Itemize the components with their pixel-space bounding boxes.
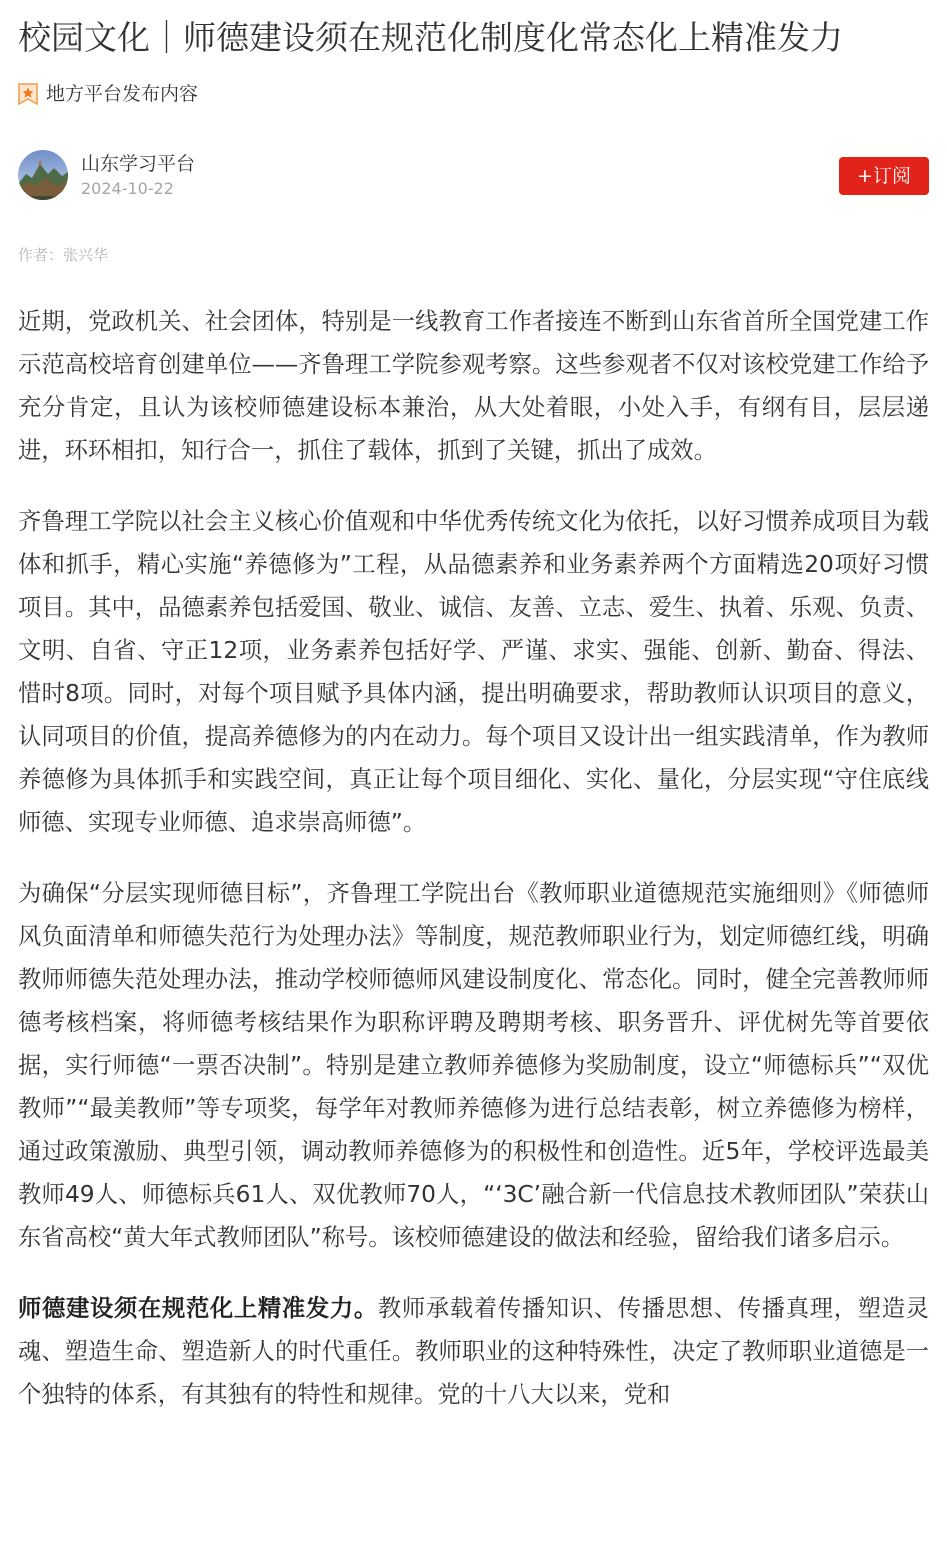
article-body xyxy=(18,300,929,1416)
paragraph-text: 教师承载着传播知识、传播思想、传播真理，塑造灵魂、塑造生命、塑造新人的时代重任。教师职业的这种特殊性，决定了教师职业道德是一个独特的体系，有其独有的特性和规律。党的十八大以来，党和 xyxy=(18,1295,930,1408)
author-byline: 作者：张兴华 xyxy=(18,246,109,264)
source-label: 地方平台发布内容 xyxy=(46,83,199,105)
publish-date: 2024-10-22 xyxy=(81,179,174,198)
subscribe-button[interactable]: +订阅 xyxy=(839,157,929,195)
article-paragraph: 近期，党政机关、社会团体，特别是一线教育工作者接连不断到山东省首所全国党建工作示范高校培育创建单位——齐鲁理工学院参观考察。这些参观者不仅对该校党建工作给予充分肯定，且认为该校师德建设标本兼治，从大处着眼，小处入手，有纲有目，层层递进，环环相扣，知行合一，抓住了载体，抓到了关键，抓出了成效。 xyxy=(18,308,929,464)
article-paragraph: 齐鲁理工学院以社会主义核心价值观和中华优秀传统文化为依托，以好习惯养成项目为载体和抓手，精心实施“养德修为”工程，从品德素养和业务素养两个方面精选20项好习惯项目。其中，品德素养包括爱国、敬业、诚信、友善、立志、爱生、执着、乐观、负责、文明、自省、守正12项，业务素养包括好学、严谨、求实、强能、创新、勤奋、得法、惜时8项。同时，对每个项目赋予具体内涵，提出明确要求，帮助教师认识项目的意义，认同项目的价值，提高养德修为的内在动力。每个项目又设计出一组实践清单，作为教师养德修为具体抓手和实践空间，真正让每个项目细化、实化、量化，分层实现“守住底线师德、实现专业师德、追求崇高师德”。 xyxy=(18,508,929,836)
star-badge-icon xyxy=(18,83,38,105)
article-title: 校园文化｜师德建设须在规范化制度化常态化上精准发力 xyxy=(18,18,843,57)
account-avatar[interactable] xyxy=(18,150,68,200)
source-row xyxy=(18,80,198,108)
account-name[interactable]: 山东学习平台 xyxy=(81,153,196,175)
paragraph-lead: 师德建设须在规范化上精准发力。 xyxy=(18,1295,378,1322)
article-paragraph: 为确保“分层实现师德目标”，齐鲁理工学院出台《教师职业道德规范实施细则》《师德师风负面清单和师德失范行为处理办法》等制度，规范教师职业行为，划定师德红线，明确教师师德失范处理办法，推动学校师德师风建设制度化、常态化。同时，健全完善教师师德考核档案，将师德考核结果作为职称评聘及聘期考核、职务晋升、评优树先等首要依据，实行师德“一票否决制”。特别是建立教师养德修为奖励制度，设立“师德标兵”“双优教师”“最美教师”等专项奖，每学年对教师养德修为进行总结表彰，树立养德修为榜样，通过政策激励、典型引领，调动教师养德修为的积极性和创造性。近5年，学校评选最美教师49人、师德标兵61人、双优教师70人，“‘3C’融合新一代信息技术教师团队”荣获山东省高校“黄大年式教师团队”称号。该校师德建设的做法和经验，留给我们诸多启示。 xyxy=(18,880,929,1251)
article-paragraph xyxy=(18,1287,929,1416)
author-row xyxy=(18,150,929,202)
